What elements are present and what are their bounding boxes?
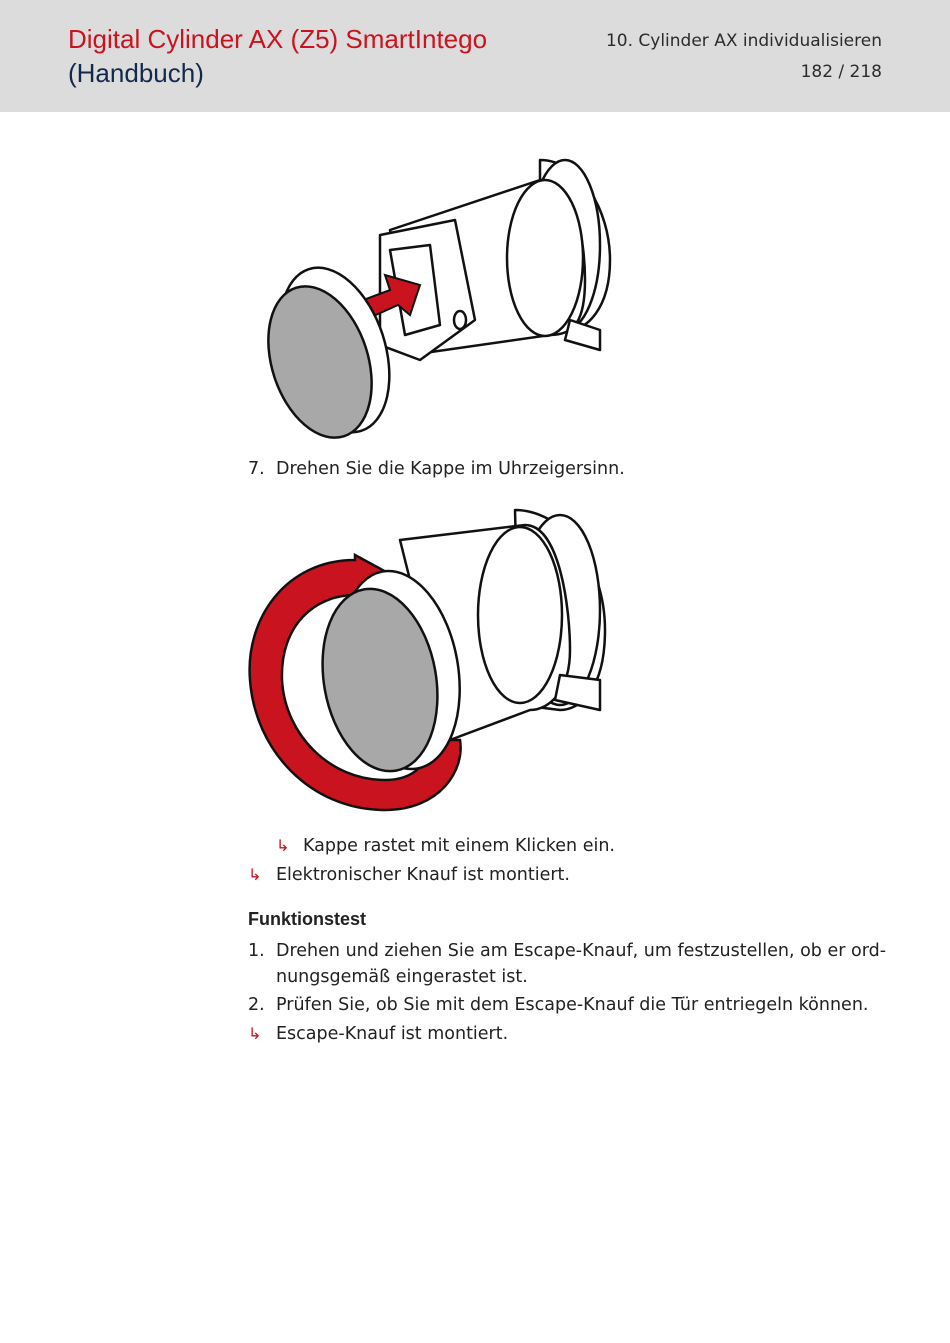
title-line-2: (Handbuch) xyxy=(68,58,204,88)
step-7 xyxy=(248,456,625,482)
page-header xyxy=(0,0,950,112)
step-1-text-line1: Drehen und ziehen Sie am Escape-Knauf, um festzustellen, ob er ord- xyxy=(276,941,887,961)
cap-insert-illustration xyxy=(240,150,630,440)
result-text: Kappe rastet mit einem Klicken ein. xyxy=(303,836,615,856)
chapter-title: 10. Cylinder AX individualisieren xyxy=(605,31,882,51)
figure-cap-rotate xyxy=(240,500,630,820)
result-arrow-icon: ↳ xyxy=(248,1024,262,1043)
cap-rotate-illustration xyxy=(240,500,630,820)
step-7-number: 7. xyxy=(248,459,265,479)
step-1-text-line2: nungsgemäß eingerastet ist. xyxy=(276,967,528,987)
final-result xyxy=(248,1021,508,1047)
title-line-1: Digital Cylinder AX (Z5) SmartIntego xyxy=(68,24,488,54)
document-title xyxy=(68,22,588,90)
step-2-number: 2. xyxy=(248,995,265,1015)
result-arrow-icon: ↳ xyxy=(248,865,262,884)
step-2-text: Prüfen Sie, ob Sie mit dem Escape-Knauf die Tür entriegeln können. xyxy=(276,995,869,1015)
result-text: Elektronischer Knauf ist montiert. xyxy=(276,865,570,885)
result-click xyxy=(276,833,615,859)
section-heading: Funktionstest xyxy=(248,909,367,929)
step-2 xyxy=(248,992,868,1018)
result-text: Escape-Knauf ist montiert. xyxy=(276,1024,509,1044)
step-7-text: Drehen Sie die Kappe im Uhrzeigersinn. xyxy=(276,459,625,479)
result-knob-mounted xyxy=(248,862,570,888)
page-number: 182 / 218 xyxy=(800,62,882,82)
step-1-number: 1. xyxy=(248,941,265,961)
figure-cap-insert xyxy=(240,150,630,440)
result-arrow-icon: ↳ xyxy=(276,836,290,855)
step-1 xyxy=(248,938,886,964)
